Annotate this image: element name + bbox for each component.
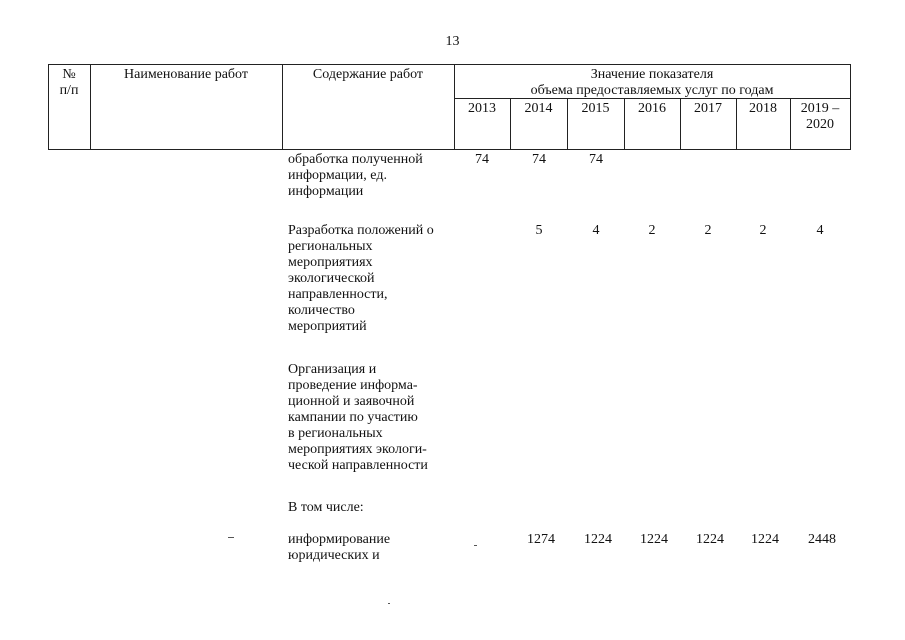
row-1-content: обработка полученной информации, ед. информации xyxy=(288,152,423,199)
row-3-content: Организация и проведение информа- ционной и заявочной кампании по участию в региональных мероприятиях экологи- ческой направленности xyxy=(288,362,428,473)
row-5-value-2017: 1224 xyxy=(696,532,724,547)
col-border-right xyxy=(850,64,851,150)
row-2-value-2016: 2 xyxy=(648,223,656,238)
row-2-value-2019-2020: 4 xyxy=(816,223,824,238)
row-2-value-2018: 2 xyxy=(759,223,767,238)
header-year-2019-2020: 2019 – 2020 xyxy=(800,101,840,132)
row-1-value-2013: 74 xyxy=(475,152,489,167)
row-5-value-2015: 1224 xyxy=(584,532,612,547)
row-2-value-2014: 5 xyxy=(535,223,543,238)
header-year-2015: 2015 xyxy=(581,101,610,116)
row-1-value-2015: 74 xyxy=(589,152,603,167)
row-5-value-2016: 1224 xyxy=(640,532,668,547)
header-year-2014: 2014 xyxy=(524,101,553,116)
row-2-value-2015: 4 xyxy=(592,223,600,238)
page-number: 13 xyxy=(445,34,460,49)
row-2-value-2017: 2 xyxy=(704,223,712,238)
row-2-content: Разработка положений о региональных мероприятиях экологической направленности, количество мероприятий xyxy=(288,223,434,334)
table-top-border xyxy=(48,64,850,65)
header-year-2018: 2018 xyxy=(749,101,777,116)
row-1-value-2014: 74 xyxy=(532,152,546,167)
header-year-2013: 2013 xyxy=(468,101,496,116)
table-header-bottom-border xyxy=(48,149,850,150)
row-5-content: информирование юридических и xyxy=(288,532,391,563)
header-col-name: Наименование работ xyxy=(124,67,248,82)
row-5-value-2019-2020: 2448 xyxy=(808,532,836,547)
header-year-2017: 2017 xyxy=(694,101,722,116)
row-5-value-2014: 1274 xyxy=(527,532,555,547)
scan-speck xyxy=(474,545,477,546)
scan-speck xyxy=(228,537,234,538)
header-year-2016: 2016 xyxy=(638,101,666,116)
header-values-title: Значение показателя объема предоставляемых услуг по годам xyxy=(530,67,774,98)
header-col-no: № п/п xyxy=(59,67,79,98)
scan-speck xyxy=(388,603,390,604)
row-5-value-2018: 1224 xyxy=(751,532,779,547)
row-4-content: В том числе: xyxy=(288,500,364,515)
header-col-content: Содержание работ xyxy=(312,67,424,82)
